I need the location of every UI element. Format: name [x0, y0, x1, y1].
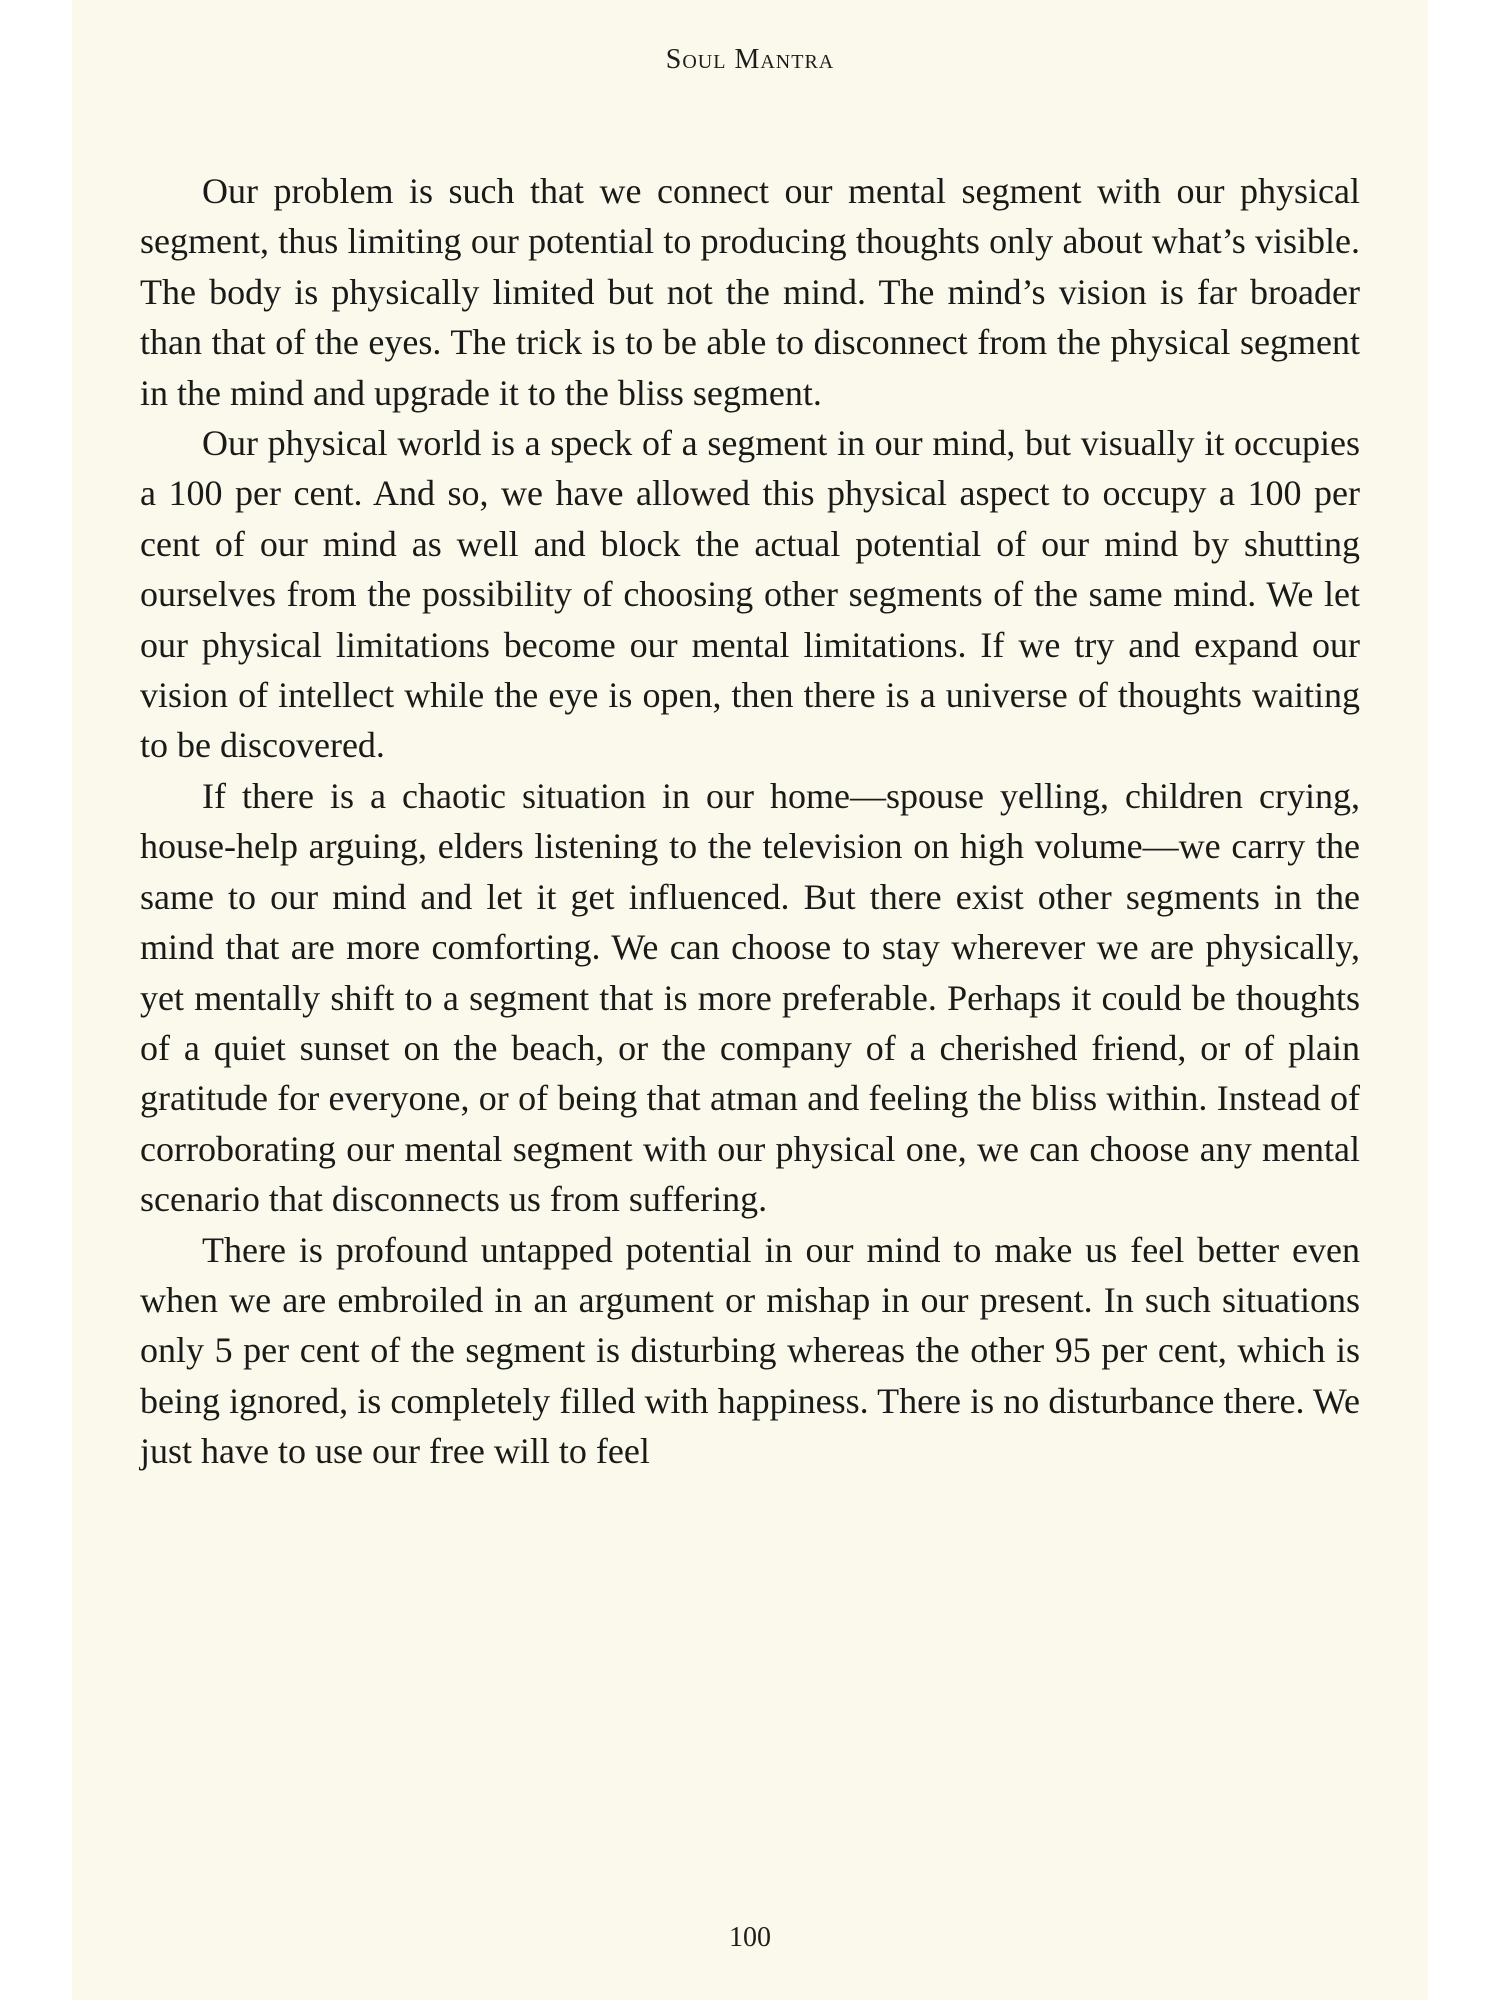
paragraph-3: If there is a chaotic situation in our home—spouse yelling, children crying, house-help arguing, elders listening to the television on high volume—we carry the same to our mind and let it get influenced. But there exist other segments in the mind that are more comforting. We can choose to stay wherever we are physically, yet mentally shift to a segment that is more preferable. Perhaps it could be thoughts of a quiet sunset on the beach, or the company of a cherished friend, or of plain gratitude for everyone, or of being that atman and feeling the bliss within. Instead of corroborating our mental segment with our physical one, we can choose any mental scenario that disconnects us from suffering.	[140, 775, 1360, 1220]
running-head: Soul Mantra	[665, 44, 835, 75]
book-page	[72, 0, 1428, 2000]
paragraph-4: There is profound untapped potential in our mind to make us feel better even when we are embroiled in an argument or mishap in our present. In such situations only 5 per cent of the segment is disturbing whereas the other 95 per cent, which is being ignored, is completely filled with happiness. There is no disturbance there. We just have to use our free will to feel	[140, 1229, 1360, 1472]
body-text	[140, 166, 1360, 1477]
paragraph-1: Our problem is such that we connect our mental segment with our physical segment, thus limiting our potential to producing thoughts only about what’s visible. The body is physically limited but not the mind. The mind’s vision is far broader than that of the eyes. The trick is to be able to disconnect from the physical segment in the mind and upgrade it to the bliss segment.	[140, 171, 1360, 413]
page-number: 100	[729, 1922, 771, 1953]
paragraph-2: Our physical world is a speck of a segment in our mind, but visually it occupies a 100 per cent. And so, we have allowed this physical aspect to occupy a 100 per cent of our mind as well and block the actual potential of our mind by shutting ourselves from the possibility of choosing other segments of the same mind. We let our physical limitations become our mental limitations. If we try and expand our vision of intellect while the eye is open, then there is a universe of thoughts waiting to be discovered.	[140, 423, 1360, 766]
